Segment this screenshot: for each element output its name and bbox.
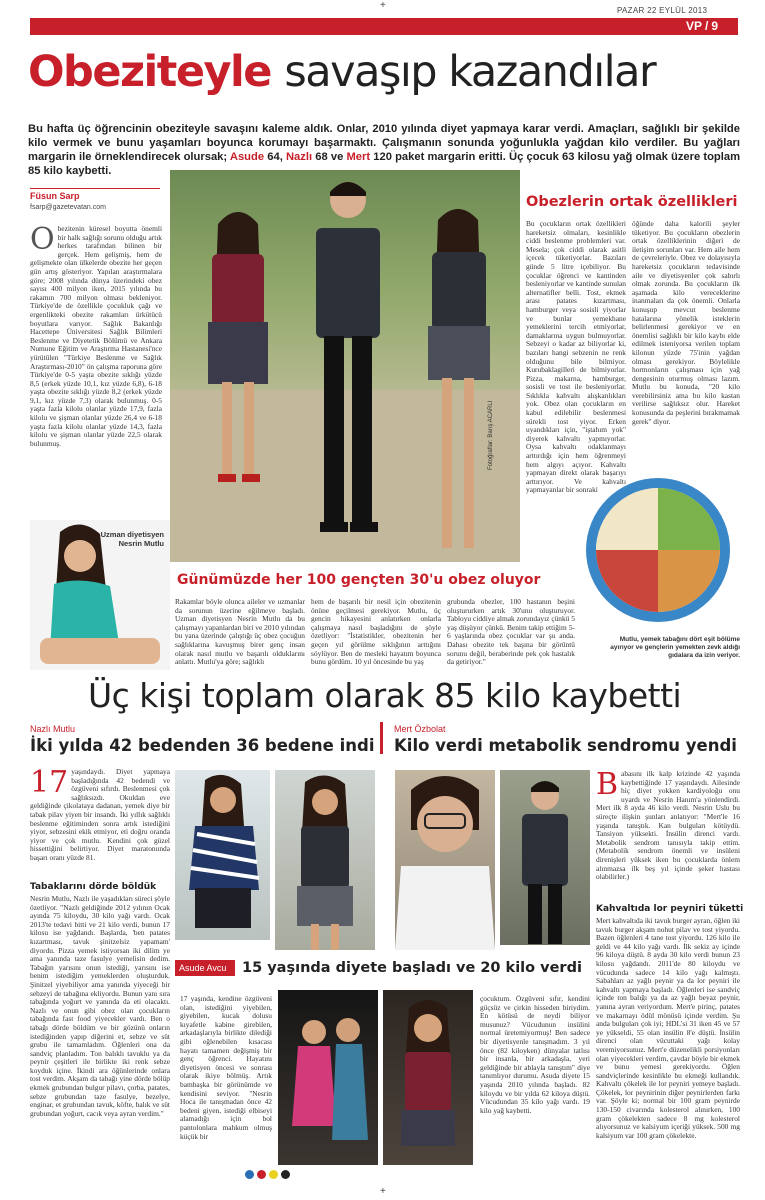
photo-credit: Fotoğraflar: Barış ACARLI (488, 400, 494, 470)
mert-text-1-body: abasını ilk kalp krizinde 42 yaşında kaybettiğinde 17 yaşındaydı. Ailesinde hiç diyet yokken kardiyoloğu onu uyardı ve Nesrin Hanım'a yönlendirdi. Mert ilk 8 ayda 46 kilo verdi. Nesrin Uslu bu süreçte ilişkin şunları anlatıyor: "Mert'le 16 yaşında tanıştık. Kan bulguları kötüydü. Tansiyon yüksekti. İnsülin direnci vardı. Metabolik sendrom tanısıyla takip ettim. (Metabolik sendrom önemli ve insüleni direnişleri yüksek iken bu çocuklarda önlem alınmazsa ilk beş yıl içinde şeker hastası olabilirler.) (596, 770, 740, 882)
expert-title: Uzman diyetisyen (100, 530, 164, 539)
asude-photo-before (278, 990, 378, 1165)
header-red-rule (30, 18, 678, 35)
nazli-photo-before (175, 770, 270, 940)
gunumuzde-col-2: hem de başarılı bir nesil için obezitenin önüne geçilmesi gerekiyor. Mutlu, üç gencin hikayesini anlatırken onlarla çalışmaya nasıl başladığını de şöyle özetliyor: "İstatistikler, obezitenin her geçen yıl görülme sıklığının arttığını söylüyor. Ben de mesleki hayatım boyunca bunu gördüm. 10 yıl öncesinde bu yaş (311, 598, 441, 667)
asude-title: 15 yaşında diyete başladı ve 20 kilo verdi (242, 960, 582, 976)
intro-paragraph: Bu hafta üç öğrencinin obeziteyle savaşını kaleme aldık. Onlar, 2010 yılında diyet yapmaya karar verdi. Amaçları, sağlıklı bir şekilde kilo vermek ve bunu yaşamları boyunca korumayı başarmaktı. Çalışmanın sonunda yoğunlukla yağdan kilo verdiler. Bu yağları margarin ile örneklendirecek olursak; Asude 64, Nazlı 68 ve Mert 120 paket margarin eritti. Üç çocuk 63 kilosu yağ olmak üzere toplam 85 kilo kaybetti. (28, 123, 741, 177)
mert-dropcap: B (596, 770, 619, 802)
top-center-mark: + (380, 0, 386, 11)
mert-text-1 (596, 770, 740, 902)
mert-name-tag: Mert Özbolat (394, 724, 446, 734)
obez-col-1: Bu çocukların ortak özellikleri hareketsiz olmaları, kesinlikle ciddi beslenme problemleri var. Mesela; çok ciddi olarak asitli içecek tüketiyorlar. Bazıları günde 5 litre içebiliyor. Bu çocuklar öğrenci ve kantinden besleniyorlar ve kantinde sunulan alternatifler belli. Tost, ekmek arası patates kızartması, hamburger veya sosisli yiyorlar ve bunlar yemekhane yemeklerini tercih etmiyorlar, damaklarına uygun bulmuyorlar. Sebzeyi o kadar az biliyorlar ki, bazıları hangi sebzenin ne renk olduğunu bile bilmiyor. Kurubaklagilleri de bilmiyorlar. Pizza, makarna, hamburger, sosisli ve tost ile besleniyorlar. Sıklıkla kahvaltı alışkanlıkları yok. Obez olan çocukların en kabul edilebilir beslenmesi sürekli tost yiyor. Erken uyandıkları için, "iştahım yok" diyerek kahvaltı yapmıyorlar. Oysa kahvaltı odaklanmayı arttırdığı için hem öğrenmeyi hem algıyı açıyor. Kahvaltı yapmayan direkt olarak başarıyı arttırıyor. Ve kahvaltı yapmayanlar bir sonraki (526, 220, 626, 495)
author-name: Füsun Sarp (30, 188, 160, 201)
section-divider (380, 722, 383, 754)
intro-mert: Mert (346, 151, 371, 163)
food-caption: Mutlu, yemek tabağını dört eşit bölüme ayırıyor ve gençlerin yemekten zevk aldığı gıdalara da izin veriyor. (610, 636, 740, 659)
asude-text-1: 17 yaşında, kendine özgüveni olan, istediğini yiyebilen, giyebilen, kucak dolusu kıyafetle kabine girebilen, arkadaşlarıyla birlikte dilediği gibi eğlenebilen kısacası hayatı tamamen değişmiş bir genç öğrenci. Hayatını diyetisyen öncesi ve sonrası olarak ikiye bölmüş. Artık bambaşka bir görünümde ve kendisini seviyor. "Nesrin Hoca ile tanışmadan önce 42 bedeni giyen, istediği elbiseyi alamadığı için bol pantolonlara mahkum olmuş küçük bir (180, 995, 272, 1141)
asude-name-tag: Asude Avcu (179, 963, 227, 973)
page-number: 9 (711, 19, 719, 33)
reg-dot-4 (281, 1170, 290, 1179)
bottom-center-mark: + (380, 1186, 386, 1197)
left-article-body (30, 225, 162, 520)
mert-text-2: Mert kahvaltıda iki tavuk burger ayran, öğlen iki tavuk burger akşam nohut pilav ve tost yiyordu. Bazen öğlenleri 4 tane tost yiyordu. 126 kilo ile geldi ve 44 kilo yağı vardı. İlk sekiz ay içinde 96 kiloya düştü. 8 ayda 30 kilo verdi bunun 23 kilosu yağdandı. 2011'de 80 kiloydu ve vücudunda sadece 14 kilo yağı kalmıştı. Sabahları az yağlı peynir ya da lor peyniri ile kahvaltı yapmaya başladı. Öğlenleri ise sandviç içinde ton balığı ya da az yağlı beyaz peynir, yanına ayran veriyordum. Mert'e pirinç, patates ve makarnayı ödül mönüsü içinde verdim. Şu anda bulguları çok iyi; HDL'si 31 iken 45 ve 57 ye yükseldi, 55 olan insülin 8'e düştü. İnsülin direnci olan vücuttaki yağı kolay veremiyorsunuz. Mert'e düzenelikli porsiyonları olan yiyecekleri verdim, çavdar böyle bir ekmek ve bunu yemesi gerekiyordu. Öğlen sandviçlerinde kesinlikle bu ekmeği kullandık. Kahvaltı çökelek ile lor peyniri yemeye başladı. Çökelek, lor peynirinin diğer peynirlerden farkı var. Şöyle ki; normal bir 100 gram peynirde 130-150 civarında kolesterol alınırken, 100 gram çökelekten sadece 8 mg kolesterol alıyorsunuz ve kalsiyum içeriği yüksek. 500 mg kalsiyum var 100 gram çökelekte. (596, 917, 740, 1140)
author-email: fsarp@gazetevatan.com (30, 204, 106, 211)
page-header (0, 0, 765, 40)
nazli-dropcap: 17 (30, 768, 69, 800)
intro-asude: Asude (229, 151, 265, 163)
asude-after-illustration (383, 990, 473, 1165)
section-label: VP (686, 19, 703, 33)
section-badge: VP / 9 (678, 18, 738, 35)
title-word-red: Obeziteyle (28, 47, 271, 97)
gunumuzde-col-1: Rakamlar böyle olunca aileler ve uzmanlar da sorunun üzerine eğilmeye başladı. Uzman diyetisyen Nesrin Mutlu da bu çalışmayı yapanlardan biri ve 2010 yılından bu yana üzerinde çalıştığı üç obez çocuğun sağlıklarına kavuşmuş birer genç insan olarak nasıl mutlu ve başarılı olduklarını anlattı. Mutlu'ya göre; sağlıklı (175, 598, 305, 667)
asude-photo-after (383, 990, 473, 1165)
second-headline: Üç kişi toplam olarak 85 kilo kaybetti (88, 676, 682, 715)
intro-nazli: Nazlı (285, 151, 313, 163)
students-illustration (170, 170, 520, 562)
nazli-text-1-body: yaşındaydı. Diyet yapmaya başladığında 42 bedendi ve özgüveni sıfırdı. Beslenmesi çok sağlıksızdı. Okuldan eve geldiğinde çikolataya dadanan, yemek diye bir tabak pilav yiyen bir insandı. İki yıllık sağlıklı beslenme eğitiminden sonra artık istediğini yiyor, sebzesini ekik etmiyor, eti doğru oranda yiyor ve çok mutlu. Kendini çok güzel hissettiğini belirtiyor. Diyet maratonunda başarı oranı yüzde 81. (30, 768, 170, 862)
mert-before-illustration (395, 770, 495, 950)
mert-photo-before (395, 770, 495, 950)
nazli-text-1 (30, 768, 170, 880)
issue-info: PAZAR 22 EYLÜL 2013 (617, 6, 708, 15)
nazli-photo-after (275, 770, 375, 950)
mert-after-illustration (500, 770, 590, 945)
left-article-text: bezitenin küresel boyutta önemli bir halk sağlığı sorunu olduğu artık herkes tarafından bilinen bir gerçek. Hem gelişmiş, hem de gelişmekte olan ülkelerde obezite her geçen gün artış gösteriyor. Yapılan araştırmalara göre; 2008 yılında dünya üzerindeki obez sayısı 400 milyon iken, 2015 yılında bu rakamın 700 milyon olması bekleniyor. Türkiye'de de özellikle çocukluk çağı ve ergenlikteki obezite rakamları ürkütücü boyutlara varıyor. Sağlık Bakanlığı Hacettepe Üniversitesi Sağlık Bilimleri Beslenme ve Diyetetik Bölümü ve Ankara Numune Eğitim ve Araştırma Hastanesi'nce yürütülen "Türkiye Beslenme ve Sağlık Araştırması-2010" ön çalışma raporuna göre Türkiye'de 0-5 yaşta obezite sıklığı yüzde 8,5 (erkek yüzde 10,1, kız yüzde 6,8), 6-18 yaşta obezite sıklığı yüzde 8,2 (erkek yüzde 9,1, kız yüzde 7,3) olarak bulunmuş. 0-5 yaşta fazla kilolu olanlar yüzde 17,9, fazla kilolu ve şişman olanlar yüzde 26,4 ve 6-18 yaşta fazla kilolu olanlar yüzde 14,3, fazla kilolu ve şişman olanlar yüzde 22,5 olarak bulunmuş. (30, 225, 162, 448)
reg-dot-3 (269, 1170, 278, 1179)
hero-photo (170, 170, 520, 562)
asude-before-illustration (278, 990, 378, 1165)
title-word-dark: savaşıp kazandılar (284, 47, 656, 97)
intro-text: Bu hafta üç öğrencinin obeziteyle savaşını kaleme aldık. Onlar, 2010 yılında diyet yapmaya karar verdi. Amaçları, sağlıklı bir şekilde kilo vermek ve bunu yaşamları boyunca korumayı başarmaktı. Çalışmanın sonunda yoğunlukla yağdan kilo verdiler. Bu yağları margarin ile örneklendirecek olursak; (28, 123, 740, 163)
left-dropcap: O (30, 225, 55, 257)
expert-name: Nesrin Mutlu (118, 539, 164, 548)
obez-box-title: Obezlerin ortak özellikleri (526, 194, 738, 210)
food-plate (583, 475, 733, 625)
main-title (28, 46, 738, 98)
asude-name-badge (175, 960, 235, 976)
intro-asude-value: 64 (267, 151, 280, 163)
mert-photo-after (500, 770, 590, 945)
nazli-subhead: Tabaklarını dörde böldük (30, 882, 157, 892)
mert-title: Kilo verdi metabolik sendromu yendi (394, 736, 737, 755)
asude-text-2: çocuktum. Özgüveni sıfır, kendini güçsüz ve çirkin hisseden biriydim. En kötüsü de neydi biliyor musunuz? Vücudunun insülini normal üretemiyormuş! Ben sadece bir diyetisyenle tanışmadım. 3 yıl önce (82 kiloyken) dünyalar tatlısı bir insanla, bir arkadaşla, yeri geldiğinde bir ablayla tanıştım" diye tanımlıyor durumu. Asuda diyete 15 yaşında 2010 yılında başladı. 82 kiloydu ve bir yılda 62 kiloya düştü. Vücudundan 35 kilo yağı vardı. 19 kilo yağ kaybetti. (480, 995, 590, 1115)
obez-col-2: öğünde daha kalorili şeyler tüketiyor. Bu çocukların obezlerin ortak özelliklerinin diğeri de iletişim sorunları var. Hem aile hem de çevreleriyle. Obez ve dolayısıyla hareketsiz çocukların tedavisinde aile ve diyetisyenler çok sabırlı olmak zorunda. Bu çocukların ilk aşamada kilo vereceklerine inanmaları da çok önemli. Onlarla konuşup mevcut beslenme hatalarına yönelik isteklerin belirlenmesi gerekiyor ve en önemlisi sağlıklı bir kilo kaybı elde edilmek isteniyorsa verilen toplam kilonun yüzde 75'inin yağdan olması gerekiyor. Böylelikle hormonların çalışması için yağ dengesinin oturmuş olması lazım. Mutlu bu konuda, "20 kilo verebilirsiniz ama bu kilo kastan verilirse sağlıksız olur. Hareket konusunda da peşlerini bırakmamak gerek" diyor. (632, 220, 740, 426)
gunumuzde-col-3: grubunda obezler, 100 hastanın beşini oluştururken artık 30'unu oluşturuyor. Tabloyu ciddiye almak zorundayız çünkü 5 yaş düşüyor çünkü. Benim takip ettiğim 5-6 yaşlarında obez çocuklar var şu anda. Dahası obezite tek başına bir görüntü sorunu değil, beraberinde pek çok hastalık da getiriyor." (447, 598, 575, 667)
reg-dot-2 (257, 1170, 266, 1179)
color-registration-marks (245, 1170, 290, 1180)
intro-mert-value: 120 paket margarin eritti. Üç çocuk 63 kilosu yağ olmak üzere toplam 85 kilo kaybetti. (28, 151, 741, 177)
nazli-name-tag: Nazlı Mutlu (30, 724, 76, 734)
reg-dot-1 (245, 1170, 254, 1179)
mert-subhead: Kahvaltıda lor peyniri tüketti (596, 904, 744, 914)
plate-illustration (583, 475, 733, 625)
gunumuzde-subhead: Günümüzde her 100 gençten 30'u obez oluyor (175, 572, 585, 588)
nazli-title: İki yılda 42 bedenden 36 bedene indi (30, 736, 375, 755)
nazli-before-illustration (175, 770, 270, 940)
intro-nazli-value: 68 ve (315, 151, 344, 163)
nazli-after-illustration (275, 770, 375, 950)
expert-caption (96, 530, 164, 548)
nazli-text-2: Nesrin Mutlu, Nazlı ile yaşadıkları süreci şöyle özetliyor. "Nazlı geldiğinde 2012 yılının Ocak ayında 75 kiloydu, 30 kilo yağı vardı. Ocak 2013'te tedavi bitti ve 21 kilo verdi, bunun 17 kilosu ise yağdandı. Başlarda, 'ben patates kızartması, tavuk şinitzelsiz yapamam' diyordu. Pizza yemek istiyorsan iki dilim ye ama yanında taze fasulye yemelisin dedim. Tabağın yarısını onun istediği, yarısını ise benim istediğim yemeklerden oluşturduk. Şinitzel yiyebiliyor ama yanında yiyeceği bir sebzeyi de tabağına ekliyordu. Bunun yanı sıra tabağında yoğurt ve yanında da eti olacaktı. Nazlı ve onun gibi obez olan çocukların tabağında fast food yiyecekler vardı. Ben o tabağı dörde böldüm ve bir gözünü onların istediğinden yapıp diğerini et, sebze ve süt grubu ile tamamladım. Öğlenleri ona da sandviç planladım. Ton balıklı tavuklu ya da peynir çeşitleri ile birlikte iki renk sebze koyduk içine. İkindi ara öğünlerinde onlara tost verdim. Akşam da tabağı yine dörde bölüp ekmek grubundan bulgur pilavı, çorba, patates, sebze grubundan taze fasulye, bezelye, enginar, et grubundan tavuk, köfte, balık ve süt grubundan yoğurt, cacık veya ayran verdim." (30, 895, 170, 1118)
author-byline (30, 188, 160, 211)
